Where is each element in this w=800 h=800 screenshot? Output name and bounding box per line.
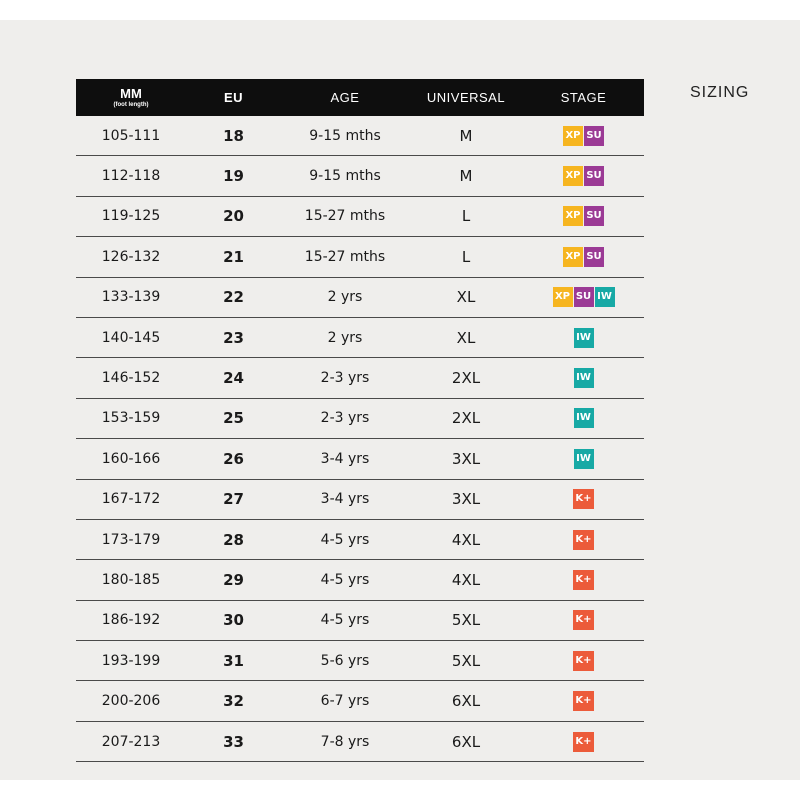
stage-badge: SU [584,247,604,267]
header-mm-sublabel: (foot length) [113,102,149,108]
cell-universal: 3XL [451,449,481,468]
cell-mm: 119-125 [101,208,161,225]
table-row [76,237,644,277]
cell-stage [523,449,644,469]
table-row [76,278,644,318]
cell-stage [523,530,644,550]
cell-eu: 20 [223,207,244,226]
table-row [76,601,644,641]
cell-mm: 193-199 [101,652,161,669]
cell-mm: 105-111 [101,127,161,144]
cell-eu: 28 [223,530,244,549]
cell-eu: 22 [223,288,244,307]
cell-universal: 6XL [451,692,481,711]
table-row [76,641,644,681]
stage-badge: IW [574,328,594,348]
cell-age: 3-4 yrs [320,450,370,467]
stage-badge: SU [584,126,604,146]
cell-mm: 173-179 [101,531,161,548]
cell-universal: L [461,247,471,266]
cell-stage [523,651,644,671]
sizing-table [76,79,644,762]
cell-stage [523,489,644,509]
header-eu: EU [223,90,244,105]
cell-mm: 112-118 [101,168,161,185]
stage-badge: XP [563,166,583,186]
page-title: SIZING [690,84,750,101]
cell-universal: 2XL [451,369,481,388]
cell-mm: 140-145 [101,329,161,346]
cell-stage [523,570,644,590]
stage-badge: K+ [573,530,593,550]
cell-stage [523,287,644,307]
cell-eu: 25 [223,409,244,428]
stage-badge: K+ [573,610,593,630]
cell-age: 15-27 mths [304,208,386,225]
cell-stage [523,206,644,226]
stage-badge: IW [595,287,615,307]
table-row [76,480,644,520]
cell-universal: 4XL [451,570,481,589]
cell-age: 6-7 yrs [320,693,370,710]
cell-eu: 32 [223,692,244,711]
cell-eu: 24 [223,369,244,388]
cell-eu: 21 [223,247,244,266]
table-body [76,116,644,762]
cell-universal: M [459,167,473,186]
cell-eu: 18 [223,126,244,145]
header-stage: STAGE [560,90,607,105]
header-mm-label: MM [120,86,142,101]
table-row [76,399,644,439]
cell-age: 4-5 yrs [320,571,370,588]
cell-age: 4-5 yrs [320,531,370,548]
cell-age: 5-6 yrs [320,652,370,669]
cell-eu: 31 [223,651,244,670]
cell-universal: XL [456,328,476,347]
cell-mm: 167-172 [101,491,161,508]
stage-badge: K+ [573,651,593,671]
header-age: AGE [330,90,360,105]
cell-stage [523,368,644,388]
cell-stage [523,126,644,146]
cell-stage [523,610,644,630]
stage-badge: K+ [573,732,593,752]
stage-badge: SU [574,287,594,307]
cell-age: 9-15 mths [309,168,381,185]
cell-eu: 29 [223,570,244,589]
header-universal: UNIVERSAL [426,90,506,105]
stage-badge: SU [584,166,604,186]
cell-mm: 160-166 [101,450,161,467]
cell-age: 15-27 mths [304,248,386,265]
stage-badge: IW [574,449,594,469]
table-row [76,439,644,479]
cell-eu: 30 [223,611,244,630]
stage-badge: SU [584,206,604,226]
cell-universal: XL [456,288,476,307]
cell-age: 2 yrs [327,329,363,346]
cell-universal: 5XL [451,611,481,630]
cell-stage [523,691,644,711]
cell-stage [523,166,644,186]
stage-badge: XP [563,206,583,226]
cell-eu: 27 [223,490,244,509]
cell-age: 2 yrs [327,289,363,306]
stage-badge: K+ [573,570,593,590]
cell-universal: M [459,126,473,145]
cell-universal: 2XL [451,409,481,428]
stage-badge: IW [574,408,594,428]
cell-universal: 4XL [451,530,481,549]
table-row [76,358,644,398]
stage-badge: IW [574,368,594,388]
cell-mm: 207-213 [101,733,161,750]
cell-eu: 23 [223,328,244,347]
table-row [76,116,644,156]
cell-mm: 180-185 [101,571,161,588]
cell-mm: 186-192 [101,612,161,629]
cell-stage [523,328,644,348]
cell-eu: 33 [223,732,244,751]
stage-badge: XP [563,247,583,267]
cell-universal: 3XL [451,490,481,509]
table-row [76,520,644,560]
sizing-panel [0,20,800,780]
table-header [76,79,644,116]
cell-age: 2-3 yrs [320,370,370,387]
cell-age: 4-5 yrs [320,612,370,629]
cell-universal: L [461,207,471,226]
cell-mm: 133-139 [101,289,161,306]
cell-stage [523,408,644,428]
header-mm [76,87,186,108]
stage-badge: K+ [573,691,593,711]
cell-mm: 126-132 [101,248,161,265]
stage-badge: XP [563,126,583,146]
table-row [76,318,644,358]
cell-mm: 146-152 [101,370,161,387]
cell-stage [523,247,644,267]
table-row [76,560,644,600]
cell-mm: 153-159 [101,410,161,427]
stage-badge: K+ [573,489,593,509]
cell-age: 7-8 yrs [320,733,370,750]
table-row [76,156,644,196]
cell-stage [523,732,644,752]
cell-age: 2-3 yrs [320,410,370,427]
cell-mm: 200-206 [101,693,161,710]
cell-universal: 6XL [451,732,481,751]
table-row [76,197,644,237]
table-row [76,722,644,762]
cell-age: 9-15 mths [309,127,381,144]
stage-badge: XP [553,287,573,307]
cell-eu: 26 [223,449,244,468]
table-row [76,681,644,721]
cell-universal: 5XL [451,651,481,670]
cell-age: 3-4 yrs [320,491,370,508]
cell-eu: 19 [223,167,244,186]
